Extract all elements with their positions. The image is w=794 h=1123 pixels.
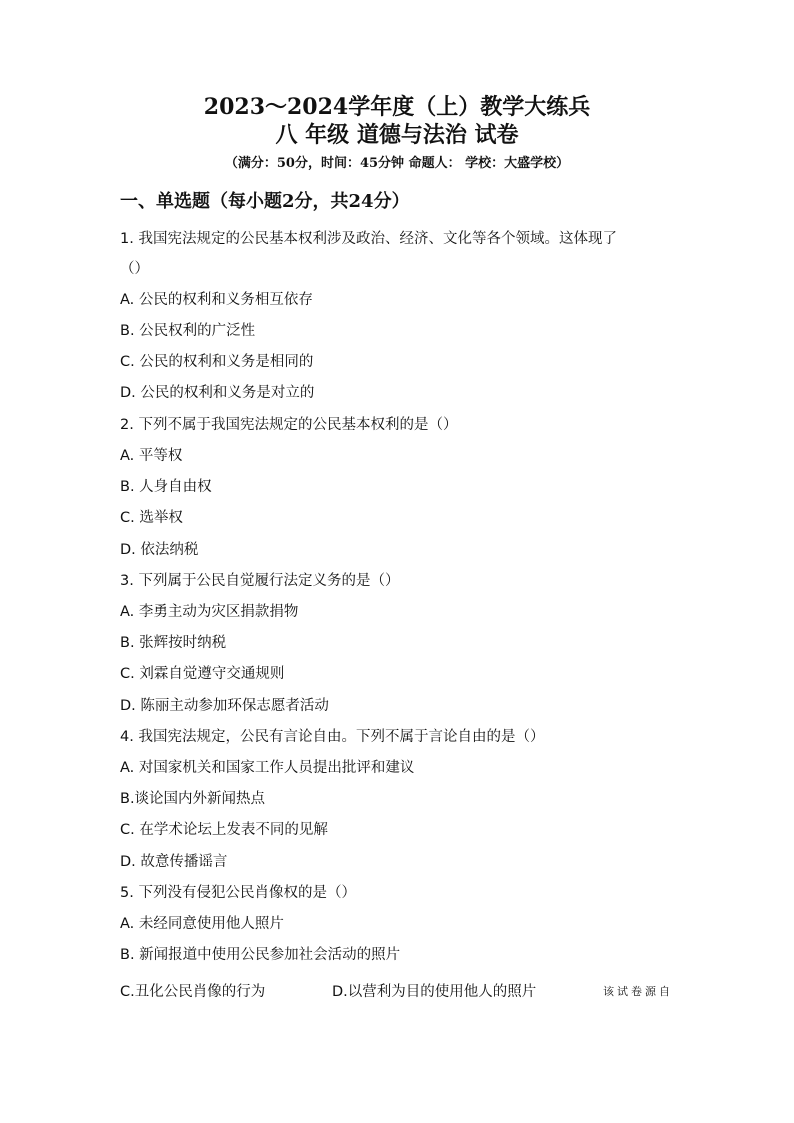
- question-1-stem: 1. 我国宪法规定的公民基本权利涉及政治、经济、文化等各个领域。这体现了: [120, 231, 617, 247]
- question-5-option-a: A. 未经同意使用他人照片: [120, 916, 284, 932]
- question-5-option-b: B. 新闻报道中使用公民参加社会活动的照片: [120, 947, 401, 963]
- question-2-stem: 2. 下列不属于我国宪法规定的公民基本权利的是（）: [120, 417, 458, 433]
- question-5-stem: 5. 下列没有侵犯公民肖像权的是（）: [120, 885, 356, 901]
- question-3-option-b: B. 张辉按时纳税: [120, 635, 227, 651]
- exam-meta-info: （满分：50分，时间：45分钟 命题人： 学校：大盛学校）: [224, 156, 570, 171]
- question-5-option-c: C.丑化公民肖像的行为: [120, 984, 266, 1000]
- question-2-option-b: B. 人身自由权: [120, 479, 212, 495]
- question-1-option-b: B. 公民权利的广泛性: [120, 323, 256, 339]
- question-4-option-d: D. 故意传播谣言: [120, 854, 228, 870]
- question-4-option-c: C. 在学术论坛上发表不同的见解: [120, 822, 328, 838]
- question-3-option-c: C. 刘霖自觉遵守交通规则: [120, 666, 285, 682]
- question-5-option-d: D.以营利为目的使用他人的照片: [331, 984, 537, 1000]
- question-3-option-d: D. 陈丽主动参加环保志愿者活动: [120, 698, 329, 714]
- question-3-stem: 3. 下列属于公民自觉履行法定义务的是（）: [120, 573, 400, 589]
- question-2-option-d: D. 依法纳税: [120, 542, 199, 558]
- question-1-option-a: A. 公民的权利和义务相互依存: [120, 292, 313, 308]
- question-1-stem-continued: （）: [120, 261, 149, 277]
- section-heading: 一、单选题（每小题2分，共24分）: [120, 191, 410, 212]
- question-1-option-c: C. 公民的权利和义务是相同的: [120, 354, 314, 370]
- exam-title: 2023～2024学年度（上）教学大练兵: [203, 94, 591, 120]
- question-1-option-d: D. 公民的权利和义务是对立的: [120, 385, 315, 401]
- question-2-option-a: A. 平等权: [120, 448, 183, 464]
- exam-subtitle: 八 年级 道德与法治 试卷: [275, 122, 519, 148]
- source-note: 该试卷源自: [602, 985, 673, 998]
- question-4-stem: 4. 我国宪法规定，公民有言论自由。下列不属于言论自由的是（）: [120, 729, 545, 745]
- question-5-last-line: [120, 981, 673, 1003]
- question-2-option-c: C. 选举权: [120, 510, 183, 526]
- question-3-option-a: A. 李勇主动为灾区捐款捐物: [120, 604, 299, 620]
- question-4-option-a: A. 对国家机关和国家工作人员提出批评和建议: [120, 760, 415, 776]
- question-4-option-b: B.谈论国内外新闻热点: [120, 791, 266, 807]
